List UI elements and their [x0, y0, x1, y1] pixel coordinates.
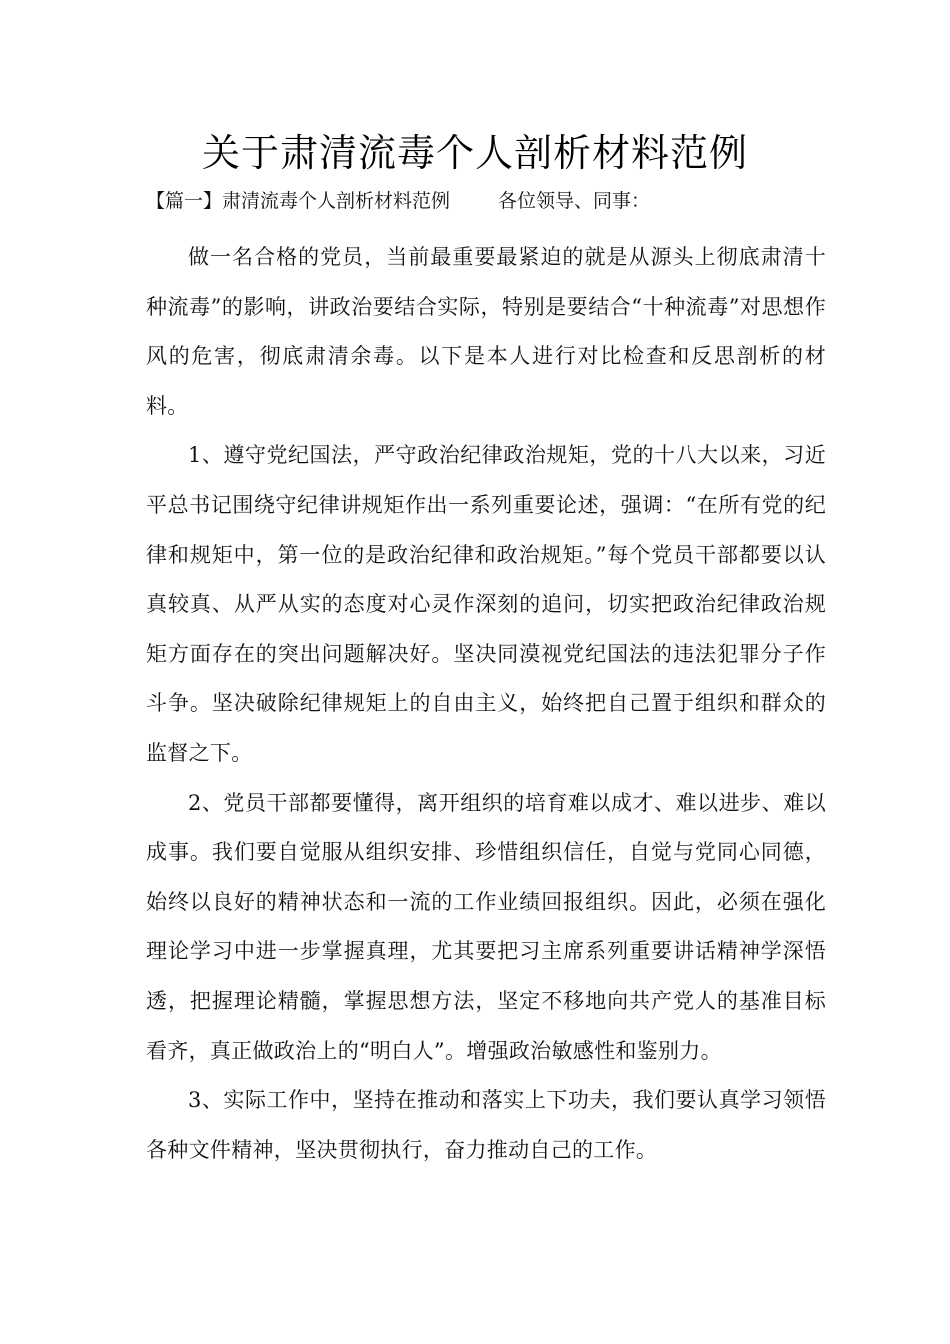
paragraph-point-3: 3、实际工作中，坚持在推动和落实上下功夫，我们要认真学习领悟各种文件精神，坚决贯彻执行，奋力推动自己的工作。 [146, 1088, 826, 1162]
paragraph-point-2: 2、党员干部都要懂得，离开组织的培育难以成才、难以进步、难以成事。我们要自觉服从组织安排、珍惜组织信任，自觉与党同心同德，始终以良好的精神状态和一流的工作业绩回报组织。因此，必须在强化理论学习中进一步掌握真理，尤其要把习主席系列重要讲话精神学深悟透，把握理论精髓，掌握思想方法，坚定不移地向共产党人的基准目标看齐，真正做政治上的“明白人”。增强政治敏感性和鉴别力。 [146, 790, 826, 1063]
subtitle-label: 【篇一】肃清流毒个人剖析材料范例 [146, 190, 451, 212]
document-body [146, 233, 826, 1175]
document-title: 关于肃清流毒个人剖析材料范例 [201, 131, 748, 175]
paragraph-point-1: 1、遵守党纪国法，严守政治纪律政治规矩，党的十八大以来，习近平总书记围绕守纪律讲规矩作出一系列重要论述，强调：“在所有党的纪律和规矩中，第一位的是政治纪律和政治规矩。”每个党员干部都要以认真较真、从严从实的态度对心灵作深刻的追问，切实把政治纪律政治规矩方面存在的突出问题解决好。坚决同漠视党纪国法的违法犯罪分子作斗争。坚决破除纪律规矩上的自由主义，始终把自己置于组织和群众的监督之下。 [146, 443, 826, 765]
subtitle-greeting: 各位领导、同事： [498, 190, 651, 212]
paragraph-intro: 做一名合格的党员，当前最重要最紧迫的就是从源头上彻底肃清十种流毒”的影响，讲政治要结合实际，特别是要结合“十种流毒”对思想作风的危害，彻底肃清余毒。以下是本人进行对比检查和反思剖析的材料。 [146, 245, 826, 418]
document-subtitle [146, 186, 826, 216]
